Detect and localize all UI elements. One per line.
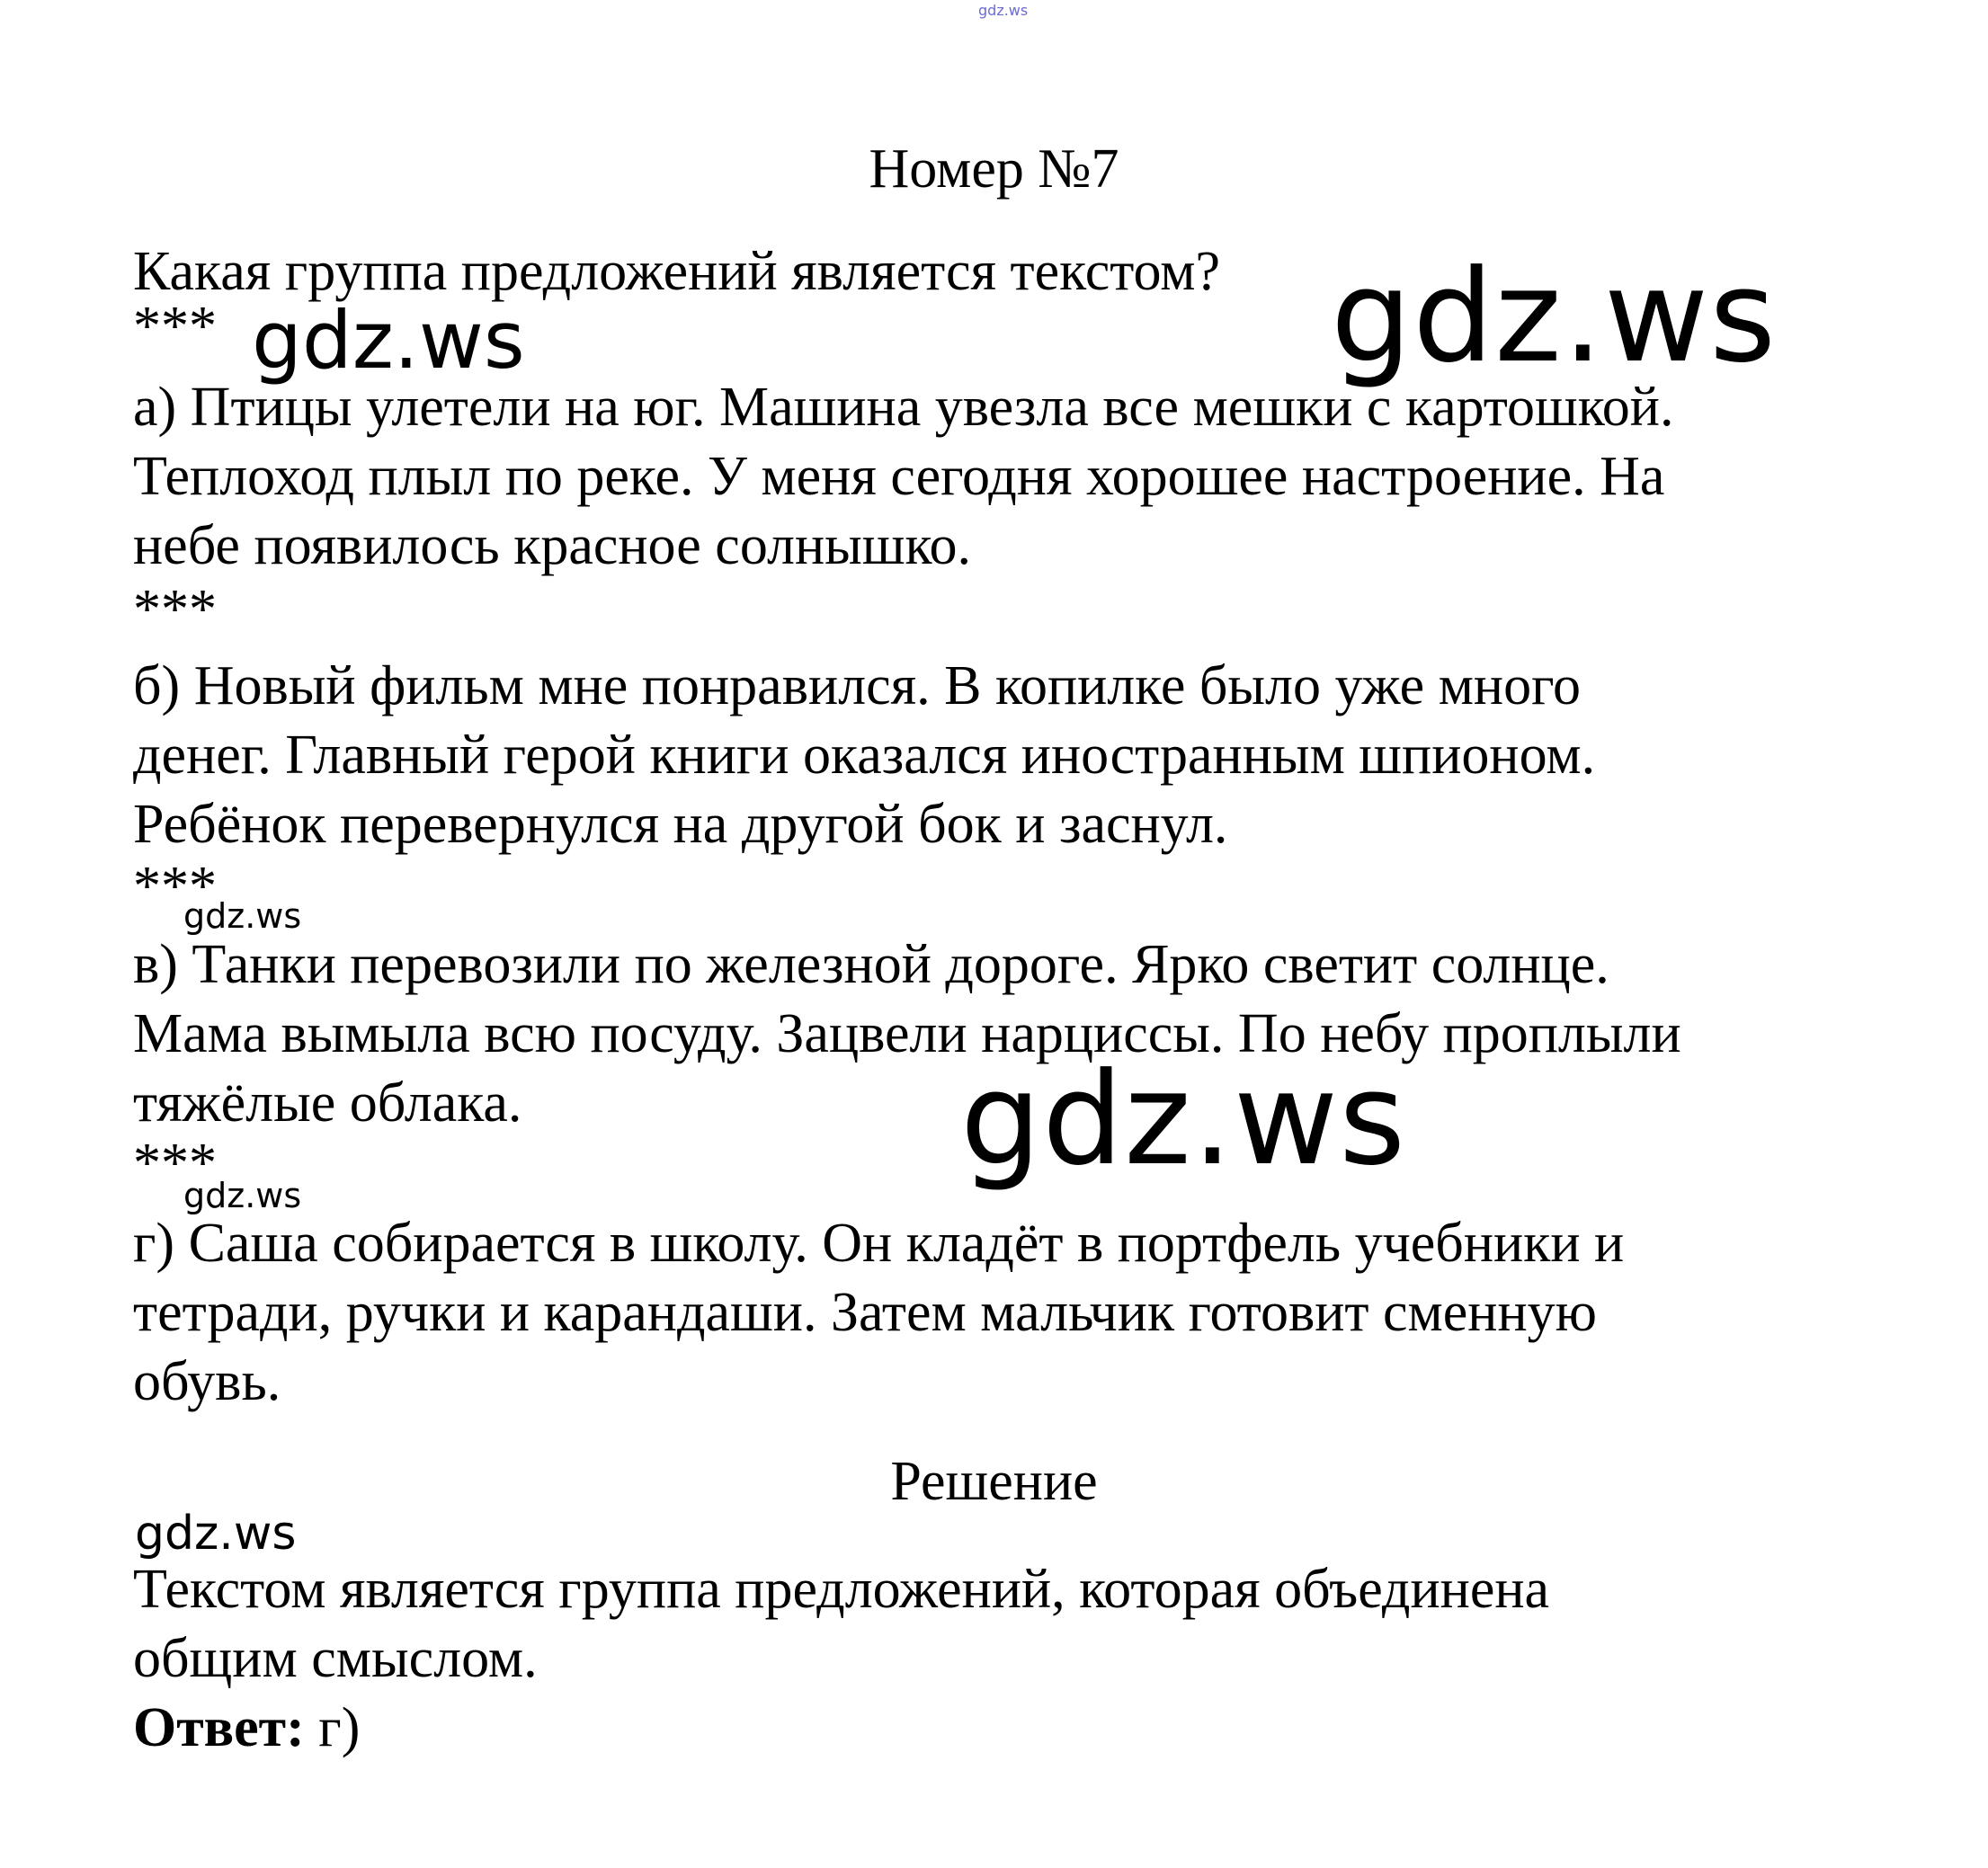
- option-a-line-1: а) Птицы улетели на юг. Машина увезла все мешки с картошкой.: [133, 377, 1674, 438]
- answer-line: [133, 1694, 1868, 1763]
- option-b-line-3: Ребёнок перевернулся на другой бок и заснул.: [133, 794, 1228, 855]
- answer-value: г): [304, 1697, 361, 1758]
- option-g-line-3: обувь.: [133, 1351, 281, 1412]
- watermark-small-2: gdz.ws: [183, 1176, 302, 1215]
- option-v-line-1: в) Танки перевозили по железной дороге. Ярко светит солнце.: [133, 934, 1609, 995]
- option-g-line-2: тетради, ручки и карандаши. Затем мальчик готовит сменную: [133, 1282, 1597, 1343]
- watermark-small-1: gdz.ws: [183, 896, 302, 936]
- option-a-line-2: Теплоход плыл по реке. У меня сегодня хорошее настроение. На: [133, 446, 1665, 507]
- watermark-solution: gdz.ws: [135, 1507, 297, 1561]
- option-v-line-3: тяжёлые облака.: [133, 1072, 522, 1134]
- separator-4: ***: [133, 1133, 217, 1194]
- page-title: Номер №7: [869, 138, 1119, 200]
- watermark-mid-left: gdz.ws: [252, 294, 525, 387]
- separator-3: ***: [133, 856, 217, 917]
- separator-1: ***: [133, 296, 217, 357]
- solution-line-1: Текстом является группа предложений, которая объединена: [133, 1559, 1550, 1620]
- option-b-line-2: денег. Главный герой книги оказался иностранным шпионом.: [133, 725, 1596, 786]
- question-text: Какая группа предложений является текстом?: [133, 241, 1221, 302]
- solution-heading: Решение: [890, 1451, 1098, 1512]
- option-v-line-2: Мама вымыла всю посуду. Зацвели нарциссы. По небу проплыли: [133, 1003, 1681, 1064]
- solution-line-2: общим смыслом.: [133, 1628, 538, 1689]
- separator-2: ***: [133, 579, 217, 640]
- watermark-top: gdz.ws: [978, 2, 1029, 19]
- option-g-line-1: г) Саша собирается в школу. Он кладёт в портфель учебники и: [133, 1213, 1625, 1274]
- option-a-line-3: небе появилось красное солнышко.: [133, 515, 971, 576]
- answer-label: Ответ:: [133, 1697, 305, 1758]
- watermark-big-center: gdz.ws: [960, 1045, 1407, 1194]
- watermark-big-top: gdz.ws: [1331, 243, 1778, 391]
- option-b-line-1: б) Новый фильм мне понравился. В копилке было уже много: [133, 655, 1582, 716]
